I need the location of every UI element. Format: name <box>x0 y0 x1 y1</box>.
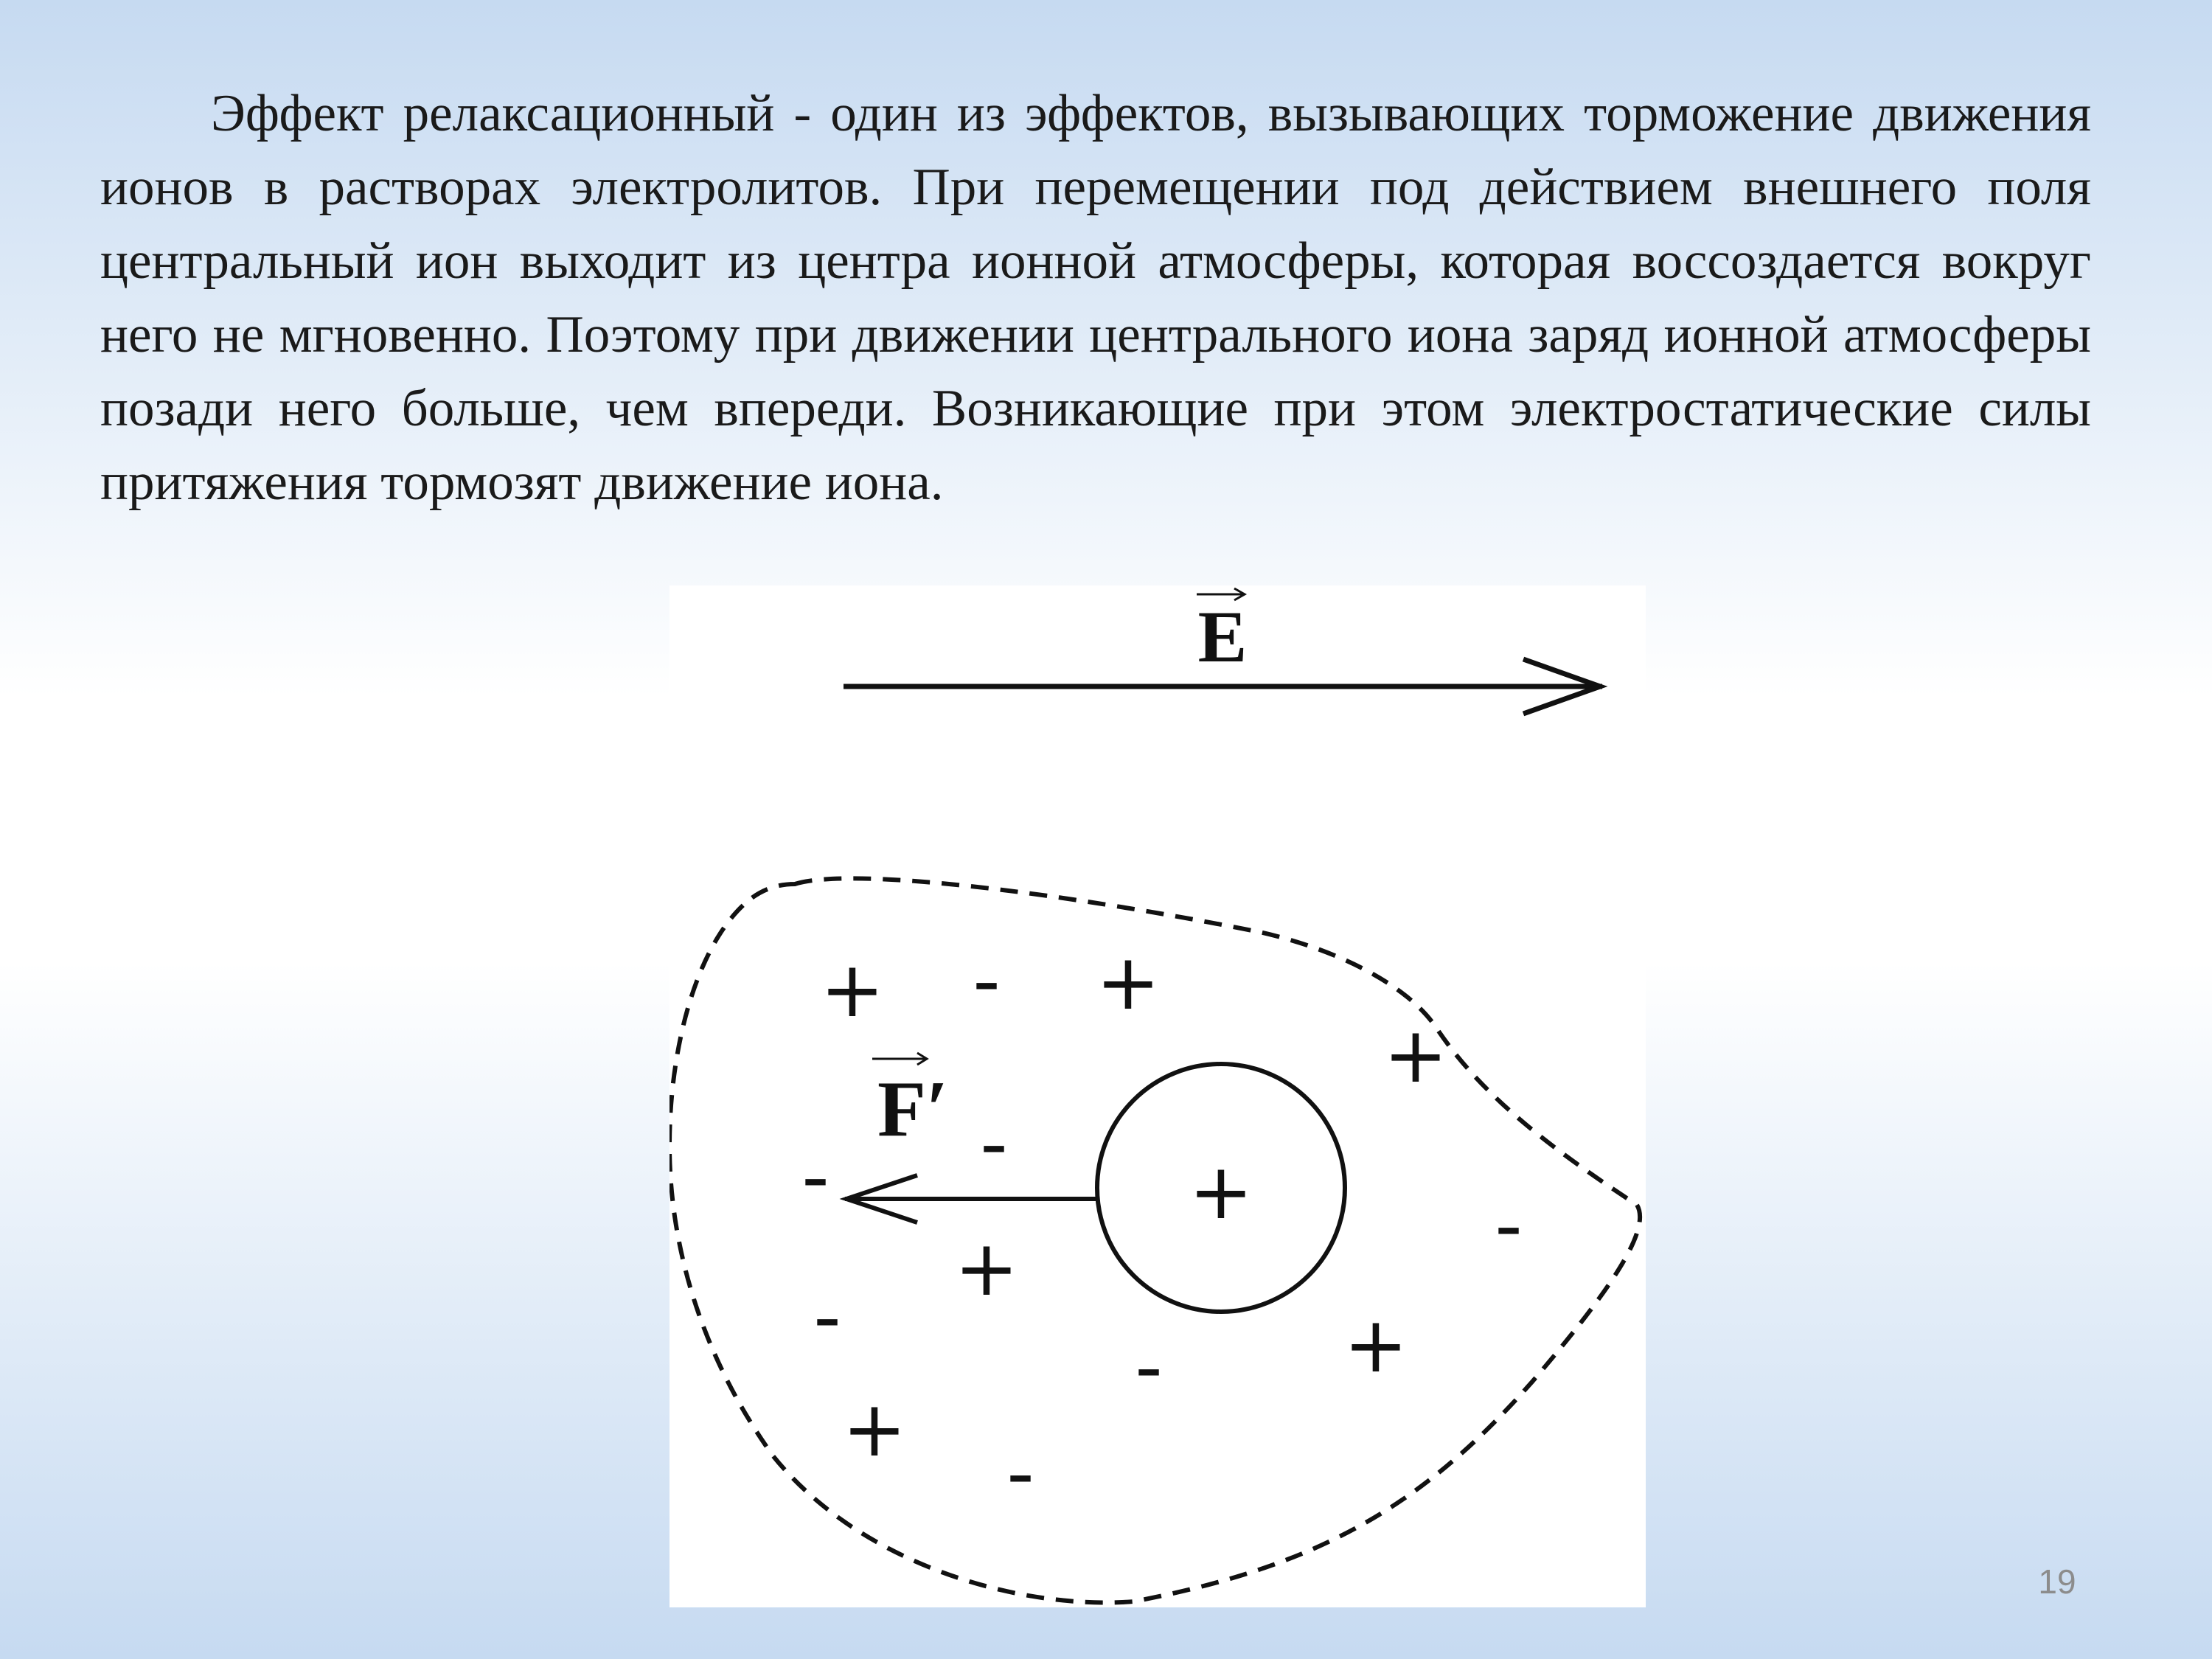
field-vector-e <box>844 588 1602 714</box>
central-ion <box>1097 1064 1345 1312</box>
ion-charge: - <box>1495 1180 1523 1270</box>
ion-charge: + <box>954 1223 1019 1313</box>
ion-charge: + <box>1096 937 1161 1027</box>
ion-charge: + <box>1343 1300 1408 1390</box>
ion-charge: + <box>820 945 885 1034</box>
force-vector-f <box>845 1053 1097 1222</box>
ion-charge: - <box>1006 1428 1034 1518</box>
ion-charge: - <box>1135 1322 1163 1412</box>
ion-charge: - <box>973 936 1001 1026</box>
ion-charge: + <box>1383 1010 1448 1100</box>
page-number: 19 <box>2038 1562 2076 1601</box>
ion-charge: + <box>842 1384 907 1474</box>
ion-charge: - <box>813 1272 841 1362</box>
central-ion-charge: + <box>1189 1147 1253 1237</box>
ion-charge: - <box>801 1132 830 1222</box>
body-paragraph: Эффект релаксационный - один из эффектов, вызывающих торможение движения ионов в растворах электролитов. При перемещении под действием внешнего поля центральный ион выходит из центра ионной атмосферы, которая воссоздается вокруг него не мгновенно. Поэтому при движении центрального иона заряд ионной атмосферы позади него больше, чем впереди. Возникающие при этом электростатические силы притяжения тормозят движение иона. <box>100 85 2091 511</box>
force-label: F′ <box>877 1065 949 1153</box>
field-label: E <box>1197 596 1248 678</box>
relaxation-effect-diagram <box>669 585 1646 1607</box>
ion-charge: - <box>980 1099 1008 1189</box>
diagram-canvas <box>669 585 1646 1607</box>
